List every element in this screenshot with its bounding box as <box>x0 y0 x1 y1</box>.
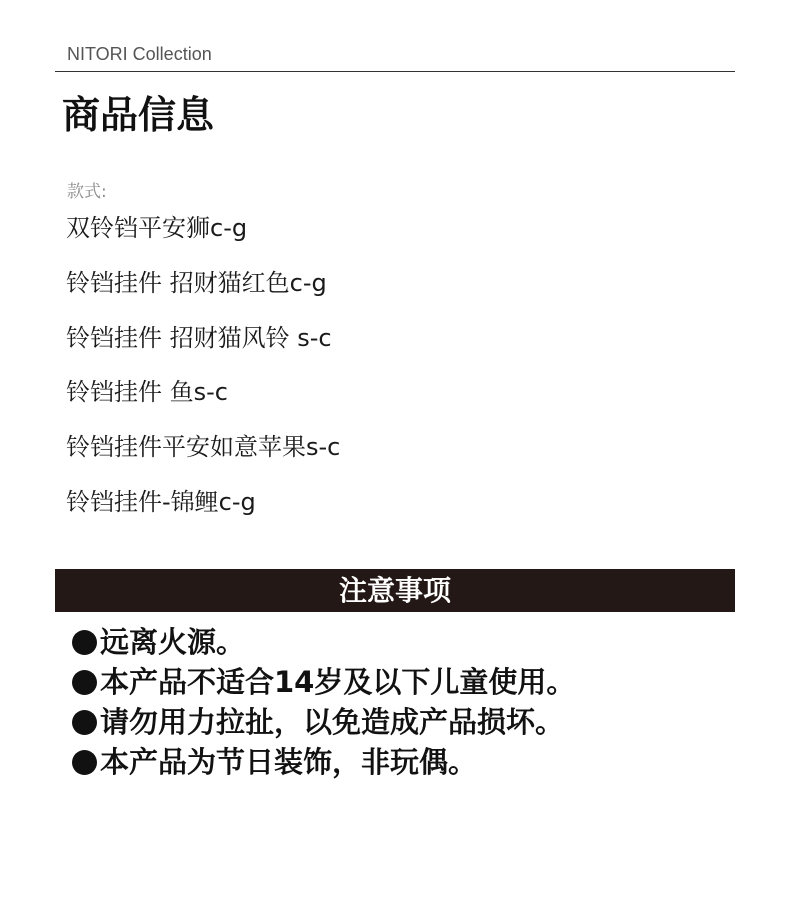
notice-text: 请勿用力拉扯，以免造成产品损坏。 <box>100 705 565 739</box>
variant-item: 铃铛挂件 招财猫红色c-g <box>66 268 327 297</box>
variant-item: 铃铛挂件 鱼s-c <box>66 378 228 407</box>
notice-text: 远离火源。 <box>100 625 246 659</box>
page-title: 商品信息 <box>62 93 215 137</box>
bullet-icon <box>72 670 97 695</box>
notice-list <box>72 622 575 782</box>
header-divider <box>55 71 735 72</box>
notice-item <box>72 622 575 662</box>
brand-name: NITORI Collection <box>67 44 212 64</box>
notice-item <box>72 742 575 782</box>
notice-item <box>72 702 575 742</box>
variant-item: 双铃铛平安狮c-g <box>66 214 248 242</box>
notice-text: 本产品为节日装饰，非玩偶。 <box>100 745 478 779</box>
notice-text: 本产品不适合14岁及以下儿童使用。 <box>100 665 576 699</box>
variant-list <box>66 212 340 541</box>
variant-item: 铃铛挂件 招财猫风铃 s-c <box>66 323 332 352</box>
notice-item <box>72 662 575 702</box>
bullet-icon <box>72 750 97 775</box>
variant-item: 铃铛挂件-锦鲤c-g <box>66 487 256 516</box>
notice-heading: 注意事项 <box>55 569 735 612</box>
bullet-icon <box>72 630 97 655</box>
bullet-icon <box>72 710 97 735</box>
style-label: 款式: <box>67 182 107 202</box>
variant-item: 铃铛挂件平安如意苹果s-c <box>66 433 341 462</box>
